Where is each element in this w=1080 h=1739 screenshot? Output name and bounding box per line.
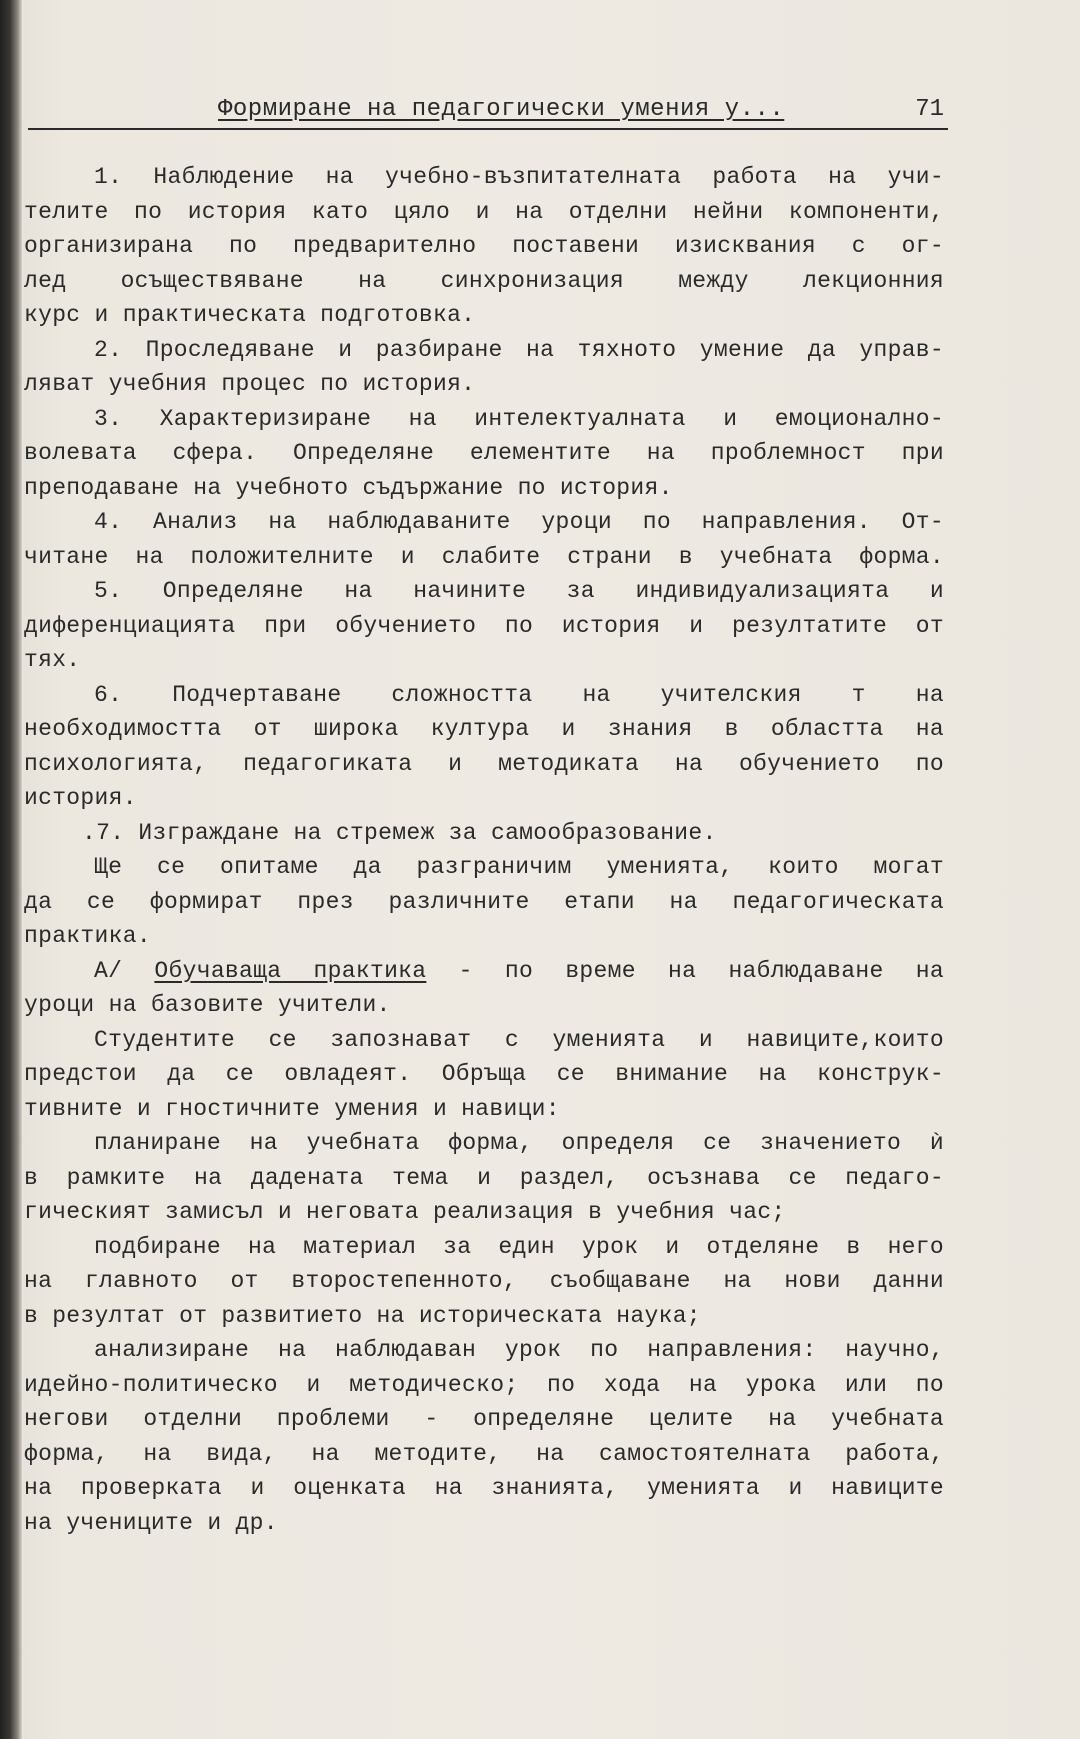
text-line: телите по история като цяло и на отделни нейни компоненти, bbox=[24, 198, 944, 225]
running-title: Формиране на педагогически умения у... bbox=[218, 96, 785, 123]
text-line: гическият замисъл и неговата реализация в учебния час; bbox=[24, 1199, 786, 1225]
text-line: необходимостта от широка култура и знания в областта на bbox=[24, 716, 944, 742]
text-line: уроци на базовите учители. bbox=[24, 992, 391, 1018]
text-line: ляват учебния процес по история. bbox=[24, 371, 476, 397]
text-line: да се формират през различните етапи на педагогическата bbox=[24, 888, 944, 915]
text-line: .7. Изграждане на стремеж за самообразование. bbox=[82, 819, 717, 846]
text-line: в резултат от развитието на историческата наука; bbox=[24, 1302, 701, 1329]
text-line: в рамките на дадената тема и раздел, осъзнава се педаго- bbox=[24, 1164, 944, 1191]
text-line: 2. Проследяване и разбиране на тяхното умение да управ- bbox=[94, 336, 944, 363]
text-line: подбиране на материал за един урок и отделяне в него bbox=[94, 1233, 944, 1260]
text-line: психологията, педагогиката и методиката на обучението по bbox=[24, 750, 944, 777]
section-a-prefix: А/ bbox=[94, 957, 155, 984]
book-binding-shadow bbox=[0, 0, 22, 1739]
text-line: тивните и гностичните умения и навици: bbox=[24, 1095, 560, 1122]
text-line: 4. Анализ на наблюдаваните уроци по направления. От- bbox=[94, 509, 944, 535]
text-line: 6. Подчертаване сложността на учителския т на bbox=[94, 681, 944, 708]
body-text bbox=[24, 160, 944, 1540]
text-line: практика. bbox=[24, 923, 151, 949]
text-line: на главното от второстепенното, съобщаване на нови данни bbox=[24, 1268, 944, 1294]
text-line: курс и практическата подготовка. bbox=[24, 302, 476, 328]
text-line: Студентите се запознават с уменията и навиците,които bbox=[94, 1026, 944, 1053]
text-line: читане на положителните и слабите страни в учебната форма. bbox=[24, 543, 944, 570]
text-line: планиране на учебната форма, определя се значението ѝ bbox=[94, 1130, 944, 1156]
text-line: 5. Определяне на начините за индивидуализацията и bbox=[94, 578, 944, 604]
text-line: негови отделни проблеми - определяне целите на учебната bbox=[24, 1406, 944, 1432]
text-line: предстои да се овладеят. Обръща се внимание на конструк- bbox=[24, 1061, 944, 1087]
text-line: лед осъществяване на синхронизация между лекционния bbox=[24, 267, 944, 294]
text-line: тях. bbox=[24, 647, 81, 673]
text-line: волевата сфера. Определяне елементите на проблемност при bbox=[24, 440, 944, 466]
text-line: 3. Характеризиране на интелектуалната и емоционално- bbox=[94, 405, 944, 432]
text-line-section-a bbox=[24, 954, 944, 989]
text-line: анализиране на наблюдаван урок по направления: научно, bbox=[94, 1337, 944, 1363]
text-line: организирана по предварително поставени изисквания с ог- bbox=[24, 233, 944, 259]
page-number: 71 bbox=[915, 96, 944, 123]
text-line: диференциацията при обучението по история и резултатите от bbox=[24, 612, 944, 639]
text-line: на проверката и оценката на знанията, уменията и навиците bbox=[24, 1475, 944, 1501]
text-line: преподаване на учебното съдържание по история. bbox=[24, 474, 673, 501]
section-a-title: Обучаваща практика bbox=[154, 957, 427, 984]
text-line: форма, на вида, на методите, на самостоятелната работа, bbox=[24, 1440, 944, 1467]
page-header bbox=[28, 94, 948, 130]
text-line: Ще се опитаме да разграничим уменията, които могат bbox=[94, 854, 944, 880]
text-line: на учениците и др. bbox=[24, 1509, 278, 1536]
section-a-suffix: - по време на наблюдаване на bbox=[426, 957, 944, 984]
text-line: идейно-политическо и методическо; по хода на урока или по bbox=[24, 1371, 944, 1398]
text-line: история. bbox=[24, 785, 137, 811]
text-line: 1. Наблюдение на учебно-възпитателната работа на учи- bbox=[94, 164, 944, 190]
